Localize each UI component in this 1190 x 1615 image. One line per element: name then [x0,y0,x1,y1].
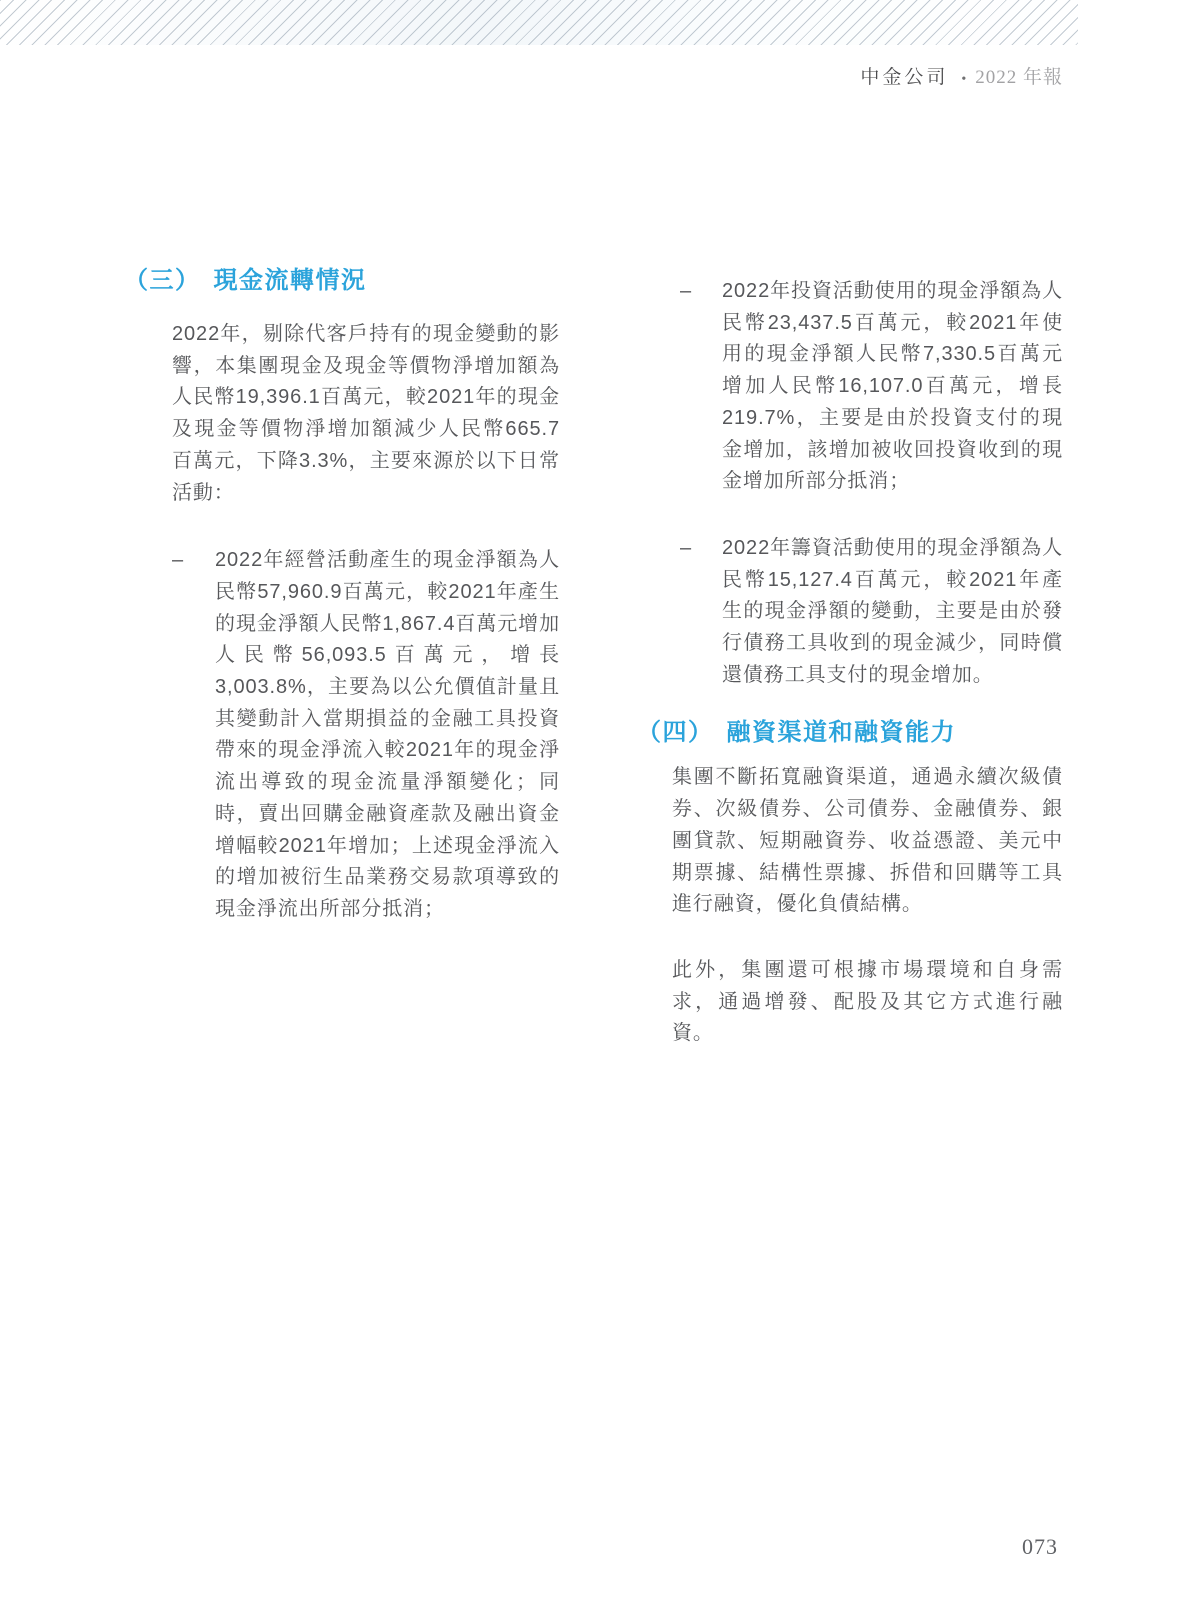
page-number: 073 [1022,1534,1058,1559]
header-stripe-pattern [0,0,1078,45]
report-edition: 2022 年報 [975,67,1063,88]
list-item-text: 2022年投資活動使用的現金淨額為人民幣23,437.5百萬元，較2021年使用的現金淨額人民幣7,330.5百萬元增加人民幣16,107.0百萬元，增長219.7%，主要是由於投資支付的現金增加，該增加被收回投資收到的現金增加所部分抵消； [722,280,1063,493]
cash-flow-intro-paragraph: 2022年，剔除代客戶持有的現金變動的影響，本集團現金及現金等價物淨增加額為人民幣19,396.1百萬元，較2021年的現金及現金等價物淨增加額減少人民幣665.7百萬元，下降3.3%，主要來源於以下日常活動： [172,323,560,504]
section-title: 融資渠道和融資能力 [726,719,956,747]
left-column [124,266,561,926]
list-item-financing-activities [680,533,1063,692]
section-number: （三） [124,267,201,294]
section-heading-cash-flow [124,266,561,296]
company-name: 中金公司 [860,67,949,88]
section-title: 現金流轉情況 [213,267,367,294]
report-header [0,62,1063,89]
list-item-text: 2022年籌資活動使用的現金淨額為人民幣15,127.4百萬元，較2021年產生的現金淨額的變動，主要是由於發行債務工具收到的現金減少，同時償還債務工具支付的現金增加。 [722,536,1063,686]
section-number: （四） [637,719,714,747]
right-column [637,276,1063,1050]
list-item-text: 2022年經營活動產生的現金淨額為人民幣57,960.9百萬元，較2021年產生的現金淨額人民幣1,867.4百萬元增加人民幣56,093.5百萬元，增長3,003.8%，主要為以公允價值計量且其變動計入當期損益的金融工具投資帶來的現金淨流入較2021年的現金淨流出導致的現金流量淨額變化；同時，賣出回購金融資產款及融出資金增幅較2021年增加；上述現金淨流入的增加被衍生品業務交易款項導致的現金淨流出所部分抵消； [215,549,560,920]
separator-dot: • [961,72,967,87]
section-heading-financing-channels [637,718,1063,748]
financing-paragraph-1: 集團不斷拓寬融資渠道，通過永續次級債券、次級債券、公司債券、金融債券、銀團貸款、短期融資券、收益憑證、美元中期票據、結構性票據、拆借和回購等工具進行融資，優化負債結構。 [672,766,1063,916]
list-item-investing-activities [680,276,1063,498]
dash-bullet-marker: – [680,280,692,302]
dash-bullet-marker: – [680,536,692,559]
list-item-operating-activities [172,545,560,925]
dash-bullet-marker: – [172,549,184,572]
financing-paragraph-2: 此外，集團還可根據市場環境和自身需求，通過增發、配股及其它方式進行融資。 [672,958,1063,1045]
